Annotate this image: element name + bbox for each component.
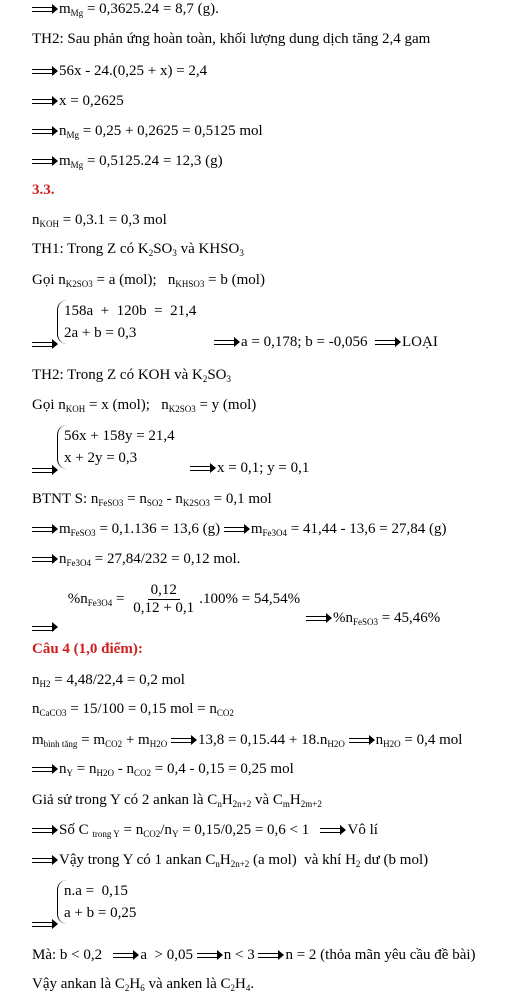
implies-arrow-icon: [258, 953, 280, 958]
implies-arrow-icon: [171, 738, 193, 743]
equation-system-cau-4: n.a = 0,15 a + b = 0,25: [57, 880, 136, 924]
line-th1-result: [32, 335, 59, 353]
line-equation: 56x - 24.(0,25 + x) = 2,4: [32, 62, 207, 80]
equation-system-th2: 56x + 158y = 21,4 x + 2y = 0,3: [57, 425, 175, 469]
implies-arrow-icon: [375, 340, 397, 345]
line-btnt-s: BTNT S: $n_{FeSO3} = n_{SO2} - n_{K2SO3} = 0,1$ mol: [32, 491, 272, 508]
implies-arrow-icon: [32, 527, 54, 532]
line-th2-heading: TH2: Sau phản ứng hoàn toàn, khối lượng dung dịch tăng 2,4 gam: [32, 31, 431, 47]
implies-arrow-icon: [320, 828, 342, 833]
line-th2-solution: x = 0,1; y = 0,1: [190, 459, 309, 477]
implies-arrow-icon: [32, 7, 54, 12]
line-percent-fe3o4: $\%n_{Fe3O4}$ = $\frac{0,12}{0,12 + 0,1}$ .100% = 54,54%: [32, 582, 300, 631]
line-th2-result: [32, 461, 59, 479]
line-final-answer: Vậy ankan là $C_2H_6$ và anken là $C_2H_4$.: [32, 976, 255, 993]
line-th1-solution: a = 0,178; b = -0,056 LOẠI: [214, 333, 438, 351]
line-n-mg: $n_{Mg} = 0,25 + 0,2625 = 0,5125$ mol: [32, 122, 263, 144]
implies-arrow-icon: [32, 922, 54, 927]
equation-system-th1: 158a + 120b = 21,4 2a + b = 0,3: [57, 300, 196, 344]
line-n-koh: $n_{KOH} = 0,3.1 = 0,3$ mol: [32, 212, 167, 229]
line-th2-variables: Gọi $n_{KOH} = x$ (mol); $n_{K2SO3} = y$ (mol): [32, 397, 257, 414]
implies-arrow-icon: [113, 953, 135, 958]
implies-arrow-icon: [32, 828, 54, 833]
implies-arrow-icon: [32, 342, 54, 347]
implies-arrow-icon: [32, 626, 54, 631]
implies-arrow-icon: [306, 616, 328, 621]
section-heading-cau-4: Câu 4 (1,0 điểm):: [32, 641, 143, 657]
line-constraint: Mà: b < 0,2 a > 0,05 n < 3 n = 2 (thỏa mãn yêu cầu đề bài): [32, 947, 476, 963]
implies-arrow-icon: [224, 527, 246, 532]
line-mass-increase: $m_{bình tăng} = m_{CO2} + m_{H2O}$ $13,8 = 0,15.44 + 18.n_{H2O}$ $n_{H2O} = 0,4$ mol: [32, 732, 463, 749]
line-conclusion-y: Vậy trong Y có 1 ankan $C_nH_{2n+2}$ (a mol) và khí $H_2$ dư (b mol): [32, 851, 428, 873]
implies-arrow-icon: [349, 738, 371, 743]
implies-arrow-icon: [32, 767, 54, 772]
implies-arrow-icon: [32, 159, 54, 164]
line-th1-heading: TH1: Trong Z có $K_2SO_3$ và $KHSO_3$: [32, 241, 244, 258]
implies-arrow-icon: [190, 466, 212, 471]
implies-arrow-icon: [214, 340, 236, 345]
implies-arrow-icon: [32, 468, 54, 473]
section-heading-3-3: 3.3.: [32, 182, 55, 198]
line-carbon-count: Số C $_{trong Y} = n_{CO2}/n_Y = 0,15/0,25 = 0,6 < 1$ Vô lí: [32, 821, 378, 843]
line-n-y: $n_Y = n_{H2O} - n_{CO2} = 0,4 - 0,15 = 0,25$ mol: [32, 760, 294, 782]
implies-arrow-icon: [32, 99, 54, 104]
line-mg-mass-th1: $m_{Mg} = 0,3625.24 = 8,7$ (g).: [32, 0, 219, 22]
implies-arrow-icon: [32, 69, 54, 74]
line-x-value: x = 0,2625: [32, 92, 124, 110]
implies-arrow-icon: [197, 953, 219, 958]
line-system-arrow: [32, 915, 59, 933]
line-n-h2: $n_{H2} = 4,48/22,4 = 0,2$ mol: [32, 672, 185, 689]
line-th1-variables: Gọi $n_{K2SO3} = a$ (mol); $n_{KHSO3} = b$ (mol): [32, 272, 265, 289]
line-m-mg: $m_{Mg} = 0,5125.24 = 12,3$ (g): [32, 152, 223, 174]
line-n-caco3: $n_{CaCO3} = 15/100 = 0,15$ mol = $n_{CO2}$: [32, 701, 234, 718]
line-percent-feso3: $\%n_{FeSO3} = 45,46\%$: [306, 609, 440, 631]
line-masses: $m_{FeSO3} = 0,1.136 = 13,6$ (g) $m_{Fe3O4} = 41,44 - 13,6 = 27,84$ (g): [32, 520, 446, 542]
line-assumption: Giả sử trong Y có 2 ankan là $C_nH_{2n+2}$ và $C_mH_{2m+2}$: [32, 792, 322, 809]
line-th2-z-heading: TH2: Trong Z có KOH và $K_2SO_3$: [32, 367, 232, 384]
implies-arrow-icon: [32, 129, 54, 134]
implies-arrow-icon: [32, 858, 54, 863]
line-n-fe3o4: $n_{Fe3O4} = 27,84/232 = 0,12$ mol.: [32, 550, 240, 572]
implies-arrow-icon: [32, 557, 54, 562]
fraction: $\frac{0,12}{0,12 + 0,1}$: [133, 582, 195, 616]
